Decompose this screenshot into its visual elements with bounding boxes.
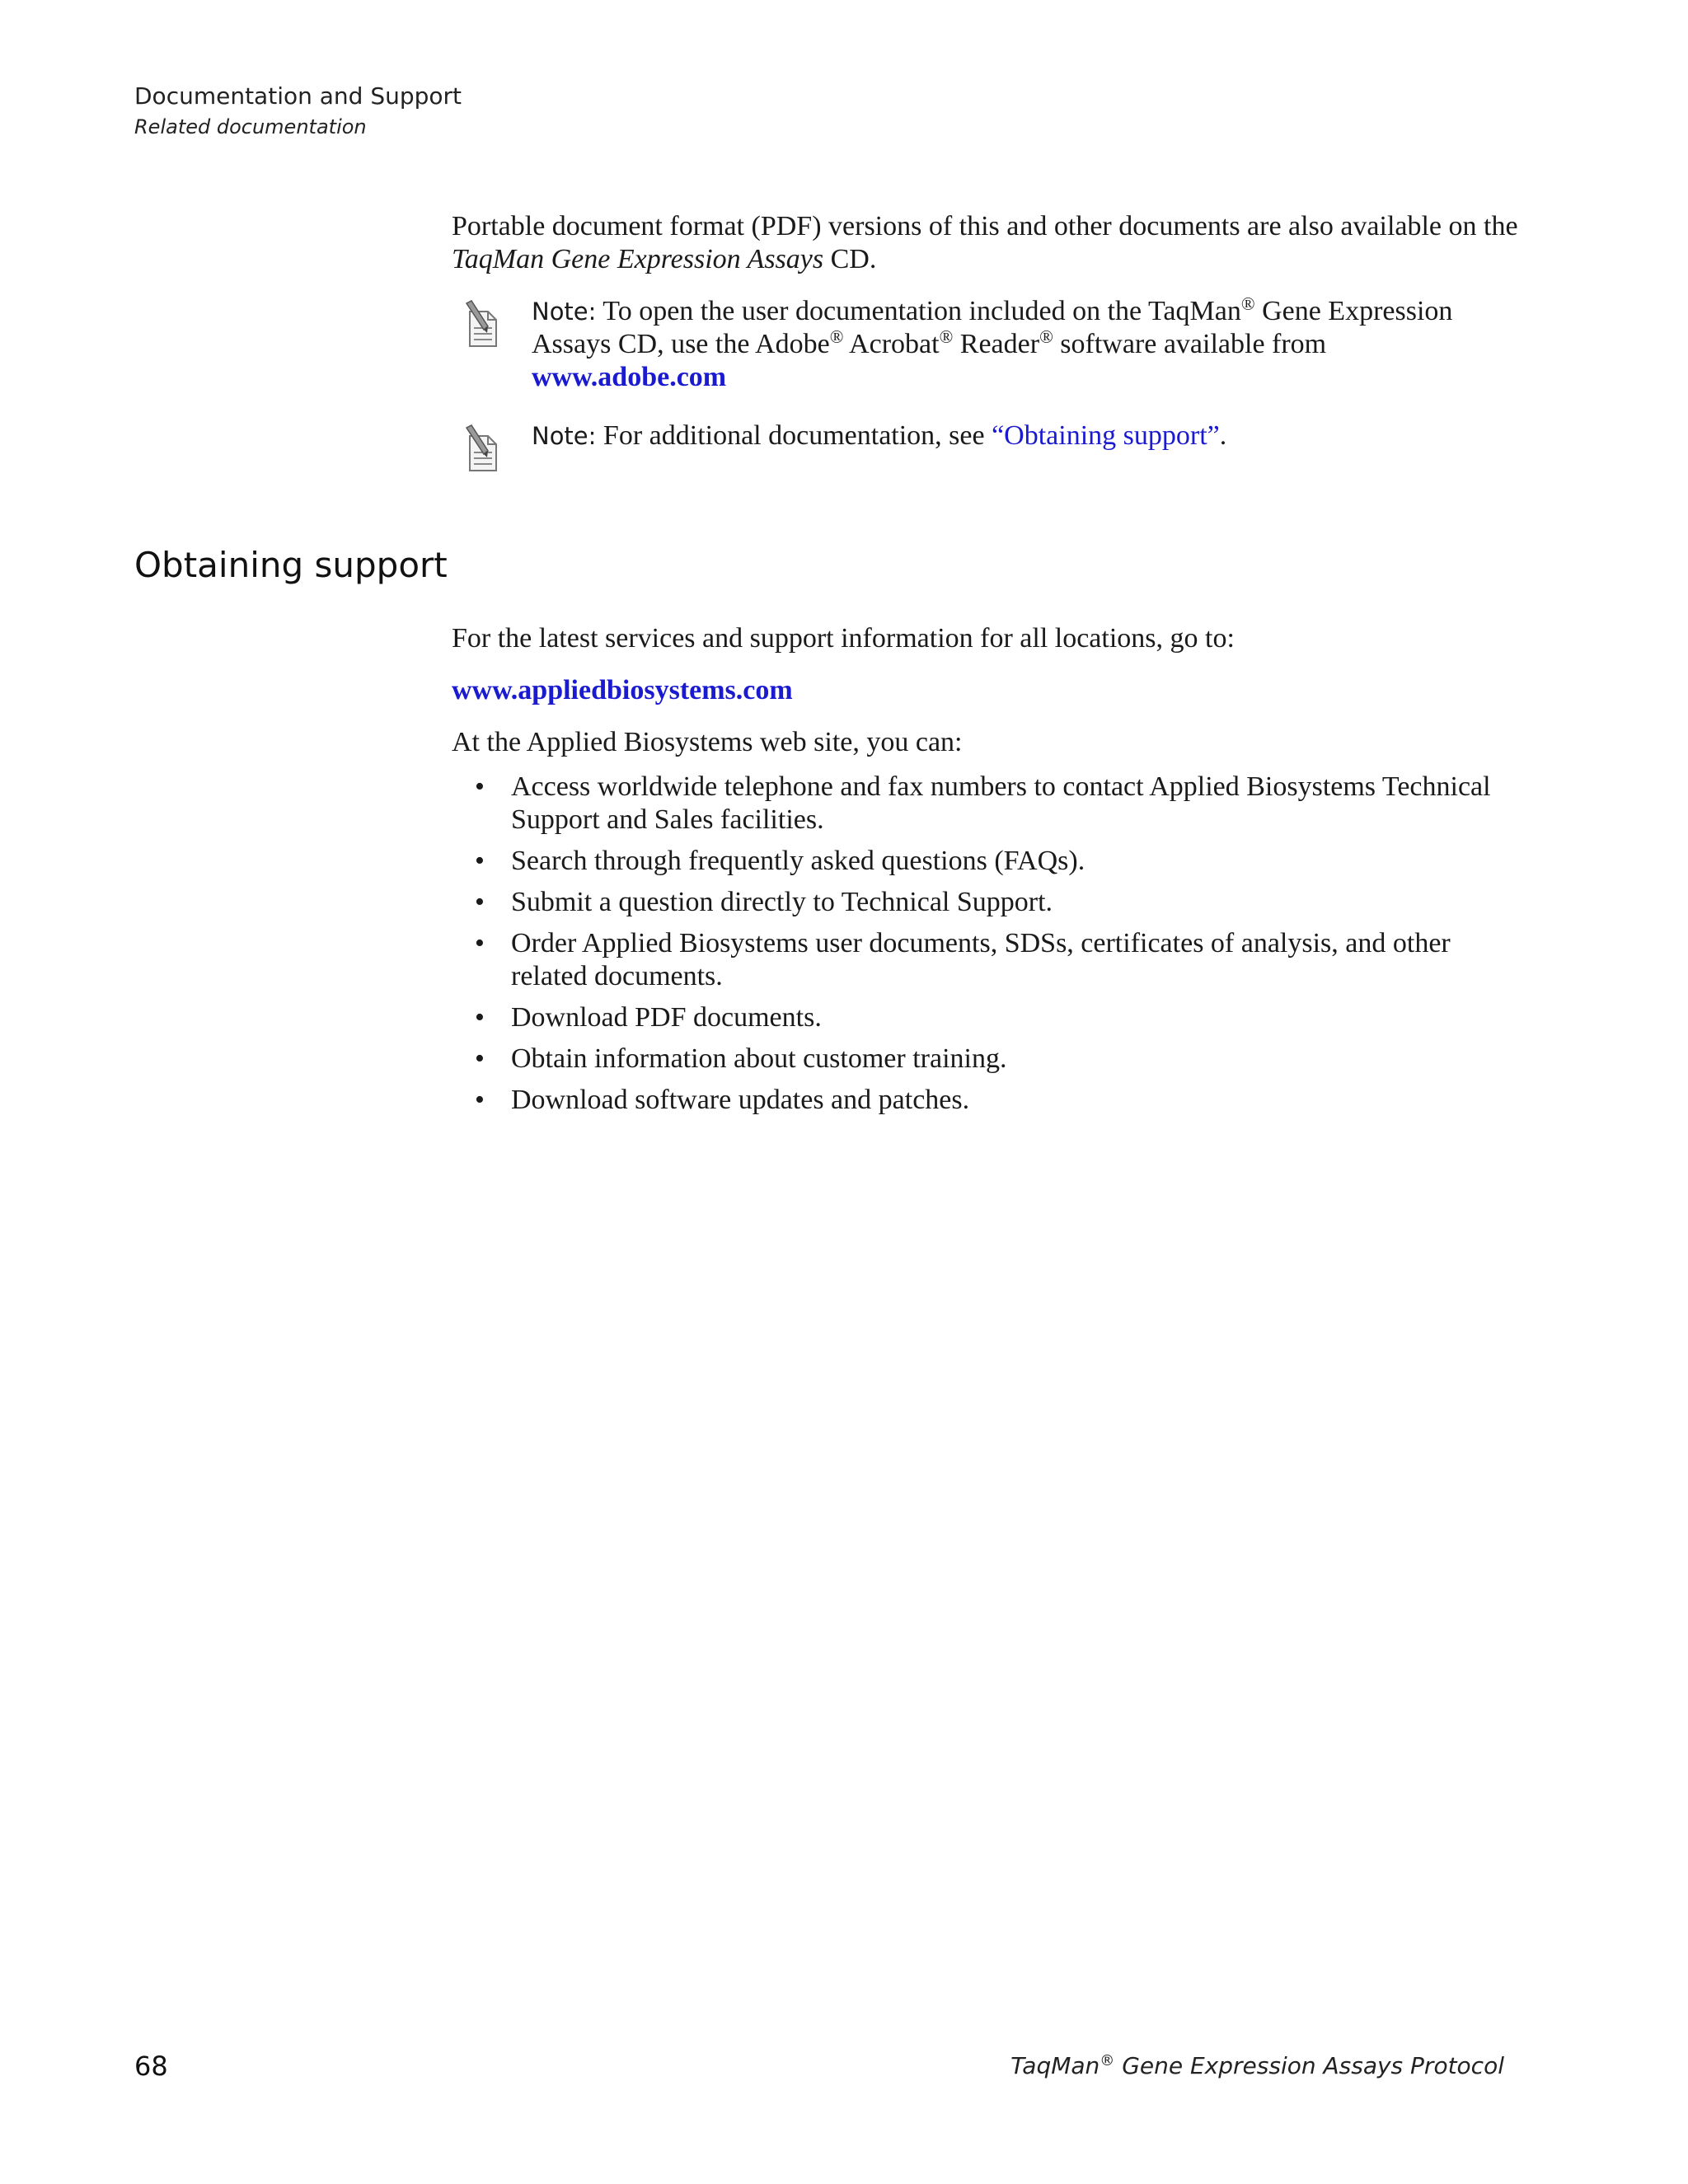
bullet-icon: • [475,1085,485,1115]
note-pencil-icon [463,424,504,474]
page-number: 68 [134,2050,168,2082]
running-header [134,81,462,142]
list-item [452,1001,1523,1034]
bullet-icon: • [475,771,485,802]
obtaining-support-link[interactable]: “Obtaining support” [992,420,1220,451]
list-item [452,1043,1523,1076]
support-intro: For the latest services and support information for all locations, go to: [452,623,1235,654]
note-text-part: Reader [953,329,1040,359]
bullet-icon: • [475,1002,485,1033]
intro-text: Portable document format (PDF) versions of this and other documents are also available on the [452,211,1518,241]
bullet-icon: • [475,846,485,876]
registered-mark: ® [1039,326,1053,347]
list-item [452,1084,1523,1117]
note-text-part: Gene Expression Assays CD, use the Adobe [532,296,1453,359]
note-label: Note: [532,298,597,326]
list-item-text: Submit a question directly to Technical Support. [511,887,1053,917]
note-adobe-text [532,295,1521,394]
cd-title: TaqMan Gene Expression Assays [452,244,824,274]
registered-mark: ® [829,326,844,347]
support-lead: At the Applied Biosystems web site, you can: [452,727,963,757]
adobe-link[interactable]: www.adobe.com [532,362,727,392]
intro-paragraph [452,210,1523,276]
obtaining-support-heading: Obtaining support [134,545,448,585]
section-title: Related documentation [134,115,367,138]
list-item-text: Access worldwide telephone and fax numbers to contact Applied Biosystems Technical Support and Sales facilities. [511,771,1491,835]
list-item-text: Obtain information about customer training. [511,1043,1007,1074]
note-text-part: For additional documentation, see [596,420,992,451]
bullet-icon: • [475,928,485,958]
intro-text-end: CD. [823,244,877,274]
list-item-text: Order Applied Biosystems user documents, SDSs, certificates of analysis, and other related documents. [511,928,1451,991]
list-item [452,927,1523,993]
list-item-text: Download PDF documents. [511,1002,822,1033]
support-section [452,622,1523,1125]
list-item-text: Download software updates and patches. [511,1085,970,1115]
chapter-title: Documentation and Support [134,82,462,110]
support-list [452,771,1523,1117]
list-item [452,886,1523,919]
note-pencil-icon [463,300,504,349]
list-item [452,771,1523,837]
registered-mark: ® [1100,2052,1115,2069]
registered-mark: ® [939,326,954,347]
footer-title-text: Gene Expression Assays Protocol [1114,2052,1504,2079]
appliedbiosystems-link[interactable]: www.appliedbiosystems.com [452,675,793,705]
registered-mark: ® [1240,293,1255,314]
note-text-part: Acrobat [843,329,940,359]
bullet-icon: • [475,1043,485,1074]
note-text-part: software available from [1053,329,1327,359]
footer-title-text: TaqMan [1010,2052,1100,2079]
list-item [452,845,1523,878]
bullet-icon: • [475,887,485,917]
note-label: Note: [532,422,597,450]
document-title-footer [1010,2052,1504,2079]
note-text-part: . [1219,420,1227,451]
list-item-text: Search through frequently asked questions (FAQs). [511,846,1085,876]
note-text-part: To open the user documentation included on the TaqMan [596,296,1241,326]
note-additional-text [532,419,1521,452]
